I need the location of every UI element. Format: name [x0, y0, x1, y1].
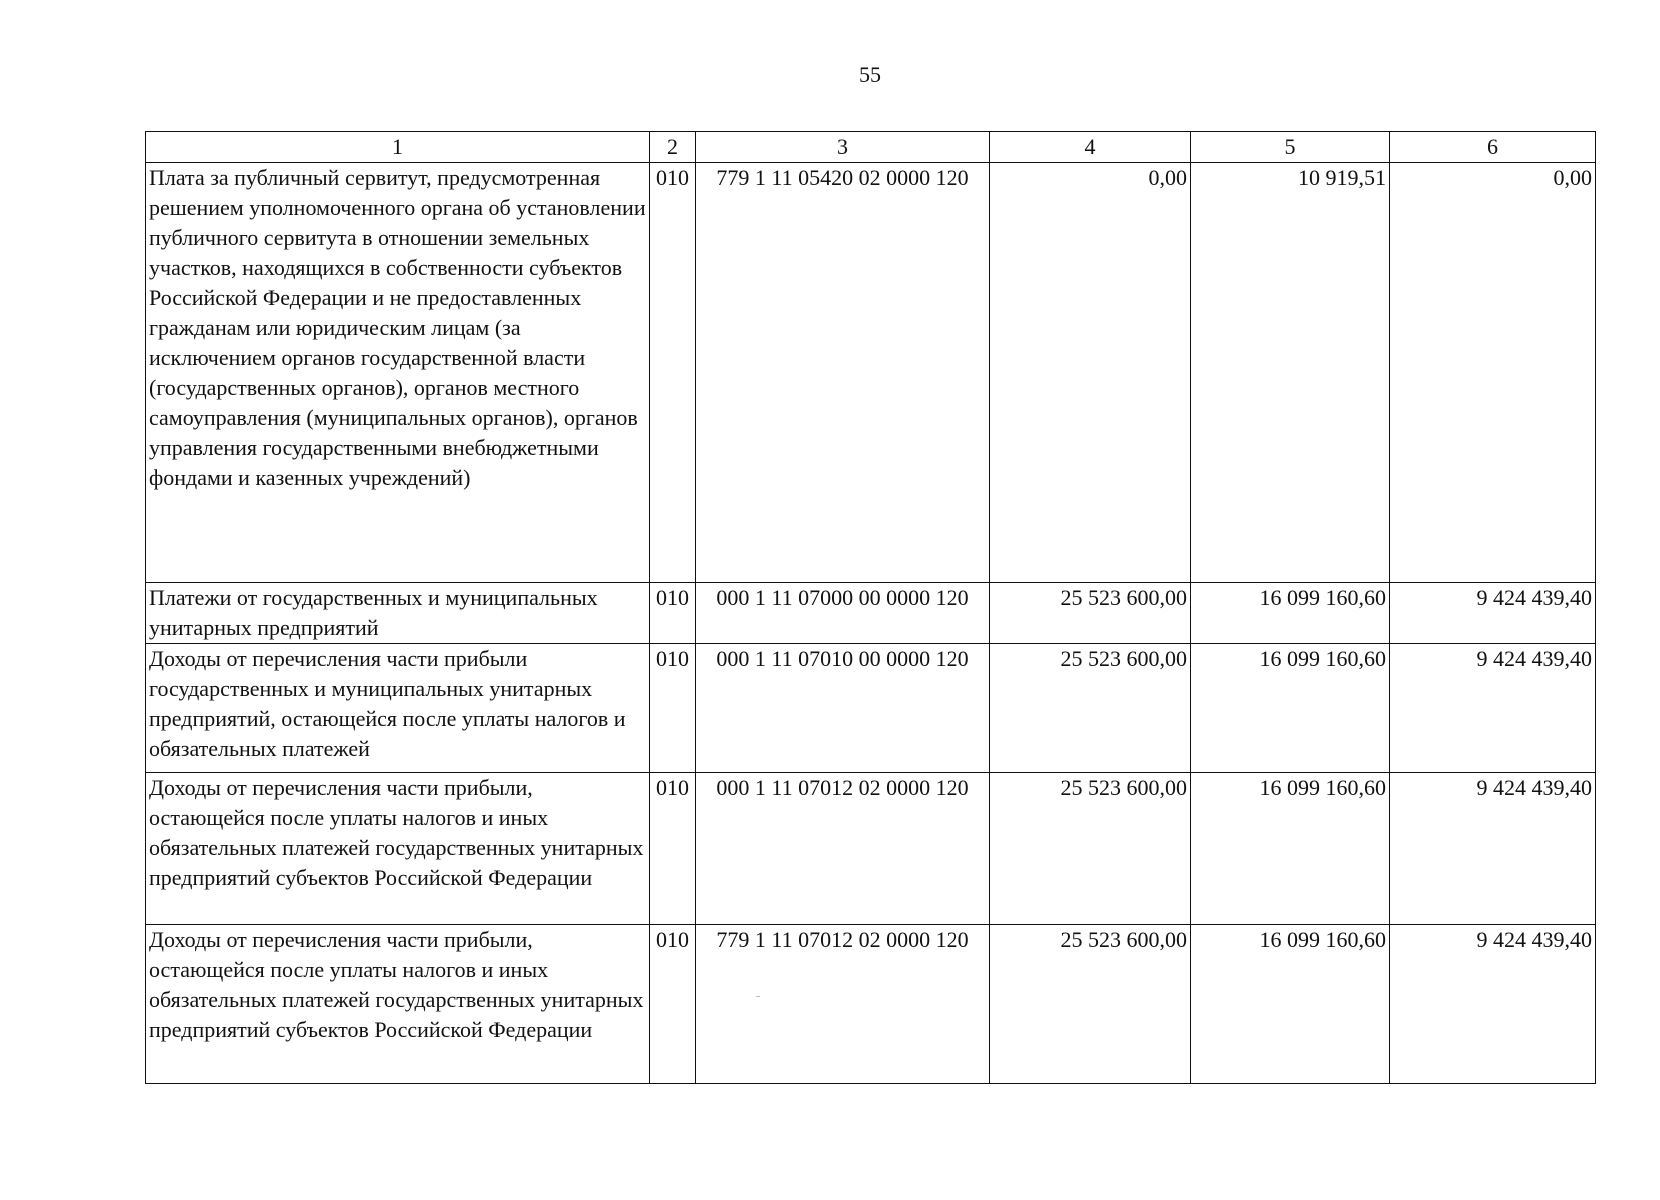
- row-line-code: 010: [650, 773, 696, 925]
- row-col4-value: 0,00: [990, 163, 1191, 583]
- row-name: Платежи от государственных и муниципальных унитарных предприятий: [146, 583, 650, 644]
- row-budget-code: 000 1 11 07000 00 0000 120: [696, 583, 990, 644]
- row-name: Плата за публичный сервитут, предусмотренная решением уполномоченного органа об установлении публичного сервитута в отношении земельных участков, находящихся в собственности субъектов Российской Федерации и не предоставленных гражданам или юридическим лицам (за исключением органов государственной власти (государственных органов), органов местного самоуправления (муниципальных органов), органов управления государственными внебюджетными фондами и казенных учреждений): [146, 163, 650, 583]
- row-name: Доходы от перечисления части прибыли, остающейся после уплаты налогов и иных обязательных платежей государственных унитарных предприятий субъектов Российской Федерации: [146, 925, 650, 1084]
- row-col6-value: 9 424 439,40: [1390, 773, 1596, 925]
- row-col6-value: 9 424 439,40: [1390, 583, 1596, 644]
- row-line-code: 010: [650, 163, 696, 583]
- header-col-1: 1: [146, 132, 650, 163]
- row-line-code: 010: [650, 925, 696, 1084]
- row-budget-code: 779 1 11 07012 02 0000 120: [696, 925, 990, 1084]
- row-col5-value: 16 099 160,60: [1191, 644, 1390, 773]
- table-row: [146, 925, 1596, 1084]
- row-name: Доходы от перечисления части прибыли государственных и муниципальных унитарных предприятий, остающейся после уплаты налогов и обязательных платежей: [146, 644, 650, 773]
- row-col6-value: 0,00: [1390, 163, 1596, 583]
- row-col5-value: 16 099 160,60: [1191, 583, 1390, 644]
- page-number: 55: [859, 62, 881, 87]
- row-budget-code: 779 1 11 05420 02 0000 120: [696, 163, 990, 583]
- row-col4-value: 25 523 600,00: [990, 773, 1191, 925]
- row-col4-value: 25 523 600,00: [990, 644, 1191, 773]
- row-name: Доходы от перечисления части прибыли, остающейся после уплаты налогов и иных обязательных платежей государственных унитарных предприятий субъектов Российской Федерации: [146, 773, 650, 925]
- table-row: [146, 583, 1596, 644]
- row-col4-value: 25 523 600,00: [990, 925, 1191, 1084]
- header-col-3: 3: [696, 132, 990, 163]
- table-row: [146, 163, 1596, 583]
- row-col5-value: 10 919,51: [1191, 163, 1390, 583]
- row-budget-code: 000 1 11 07012 02 0000 120: [696, 773, 990, 925]
- row-line-code: 010: [650, 583, 696, 644]
- table-row: [146, 644, 1596, 773]
- header-col-4: 4: [990, 132, 1191, 163]
- header-col-6: 6: [1390, 132, 1596, 163]
- row-line-code: 010: [650, 644, 696, 773]
- table-row: [146, 773, 1596, 925]
- row-col5-value: 16 099 160,60: [1191, 773, 1390, 925]
- scan-speck: [756, 996, 760, 997]
- row-col6-value: 9 424 439,40: [1390, 644, 1596, 773]
- row-col4-value: 25 523 600,00: [990, 583, 1191, 644]
- revenue-table: [145, 131, 1596, 1084]
- header-col-2: 2: [650, 132, 696, 163]
- row-col5-value: 16 099 160,60: [1191, 925, 1390, 1084]
- table-header-row: [146, 132, 1596, 163]
- row-col6-value: 9 424 439,40: [1390, 925, 1596, 1084]
- header-col-5: 5: [1191, 132, 1390, 163]
- row-budget-code: 000 1 11 07010 00 0000 120: [696, 644, 990, 773]
